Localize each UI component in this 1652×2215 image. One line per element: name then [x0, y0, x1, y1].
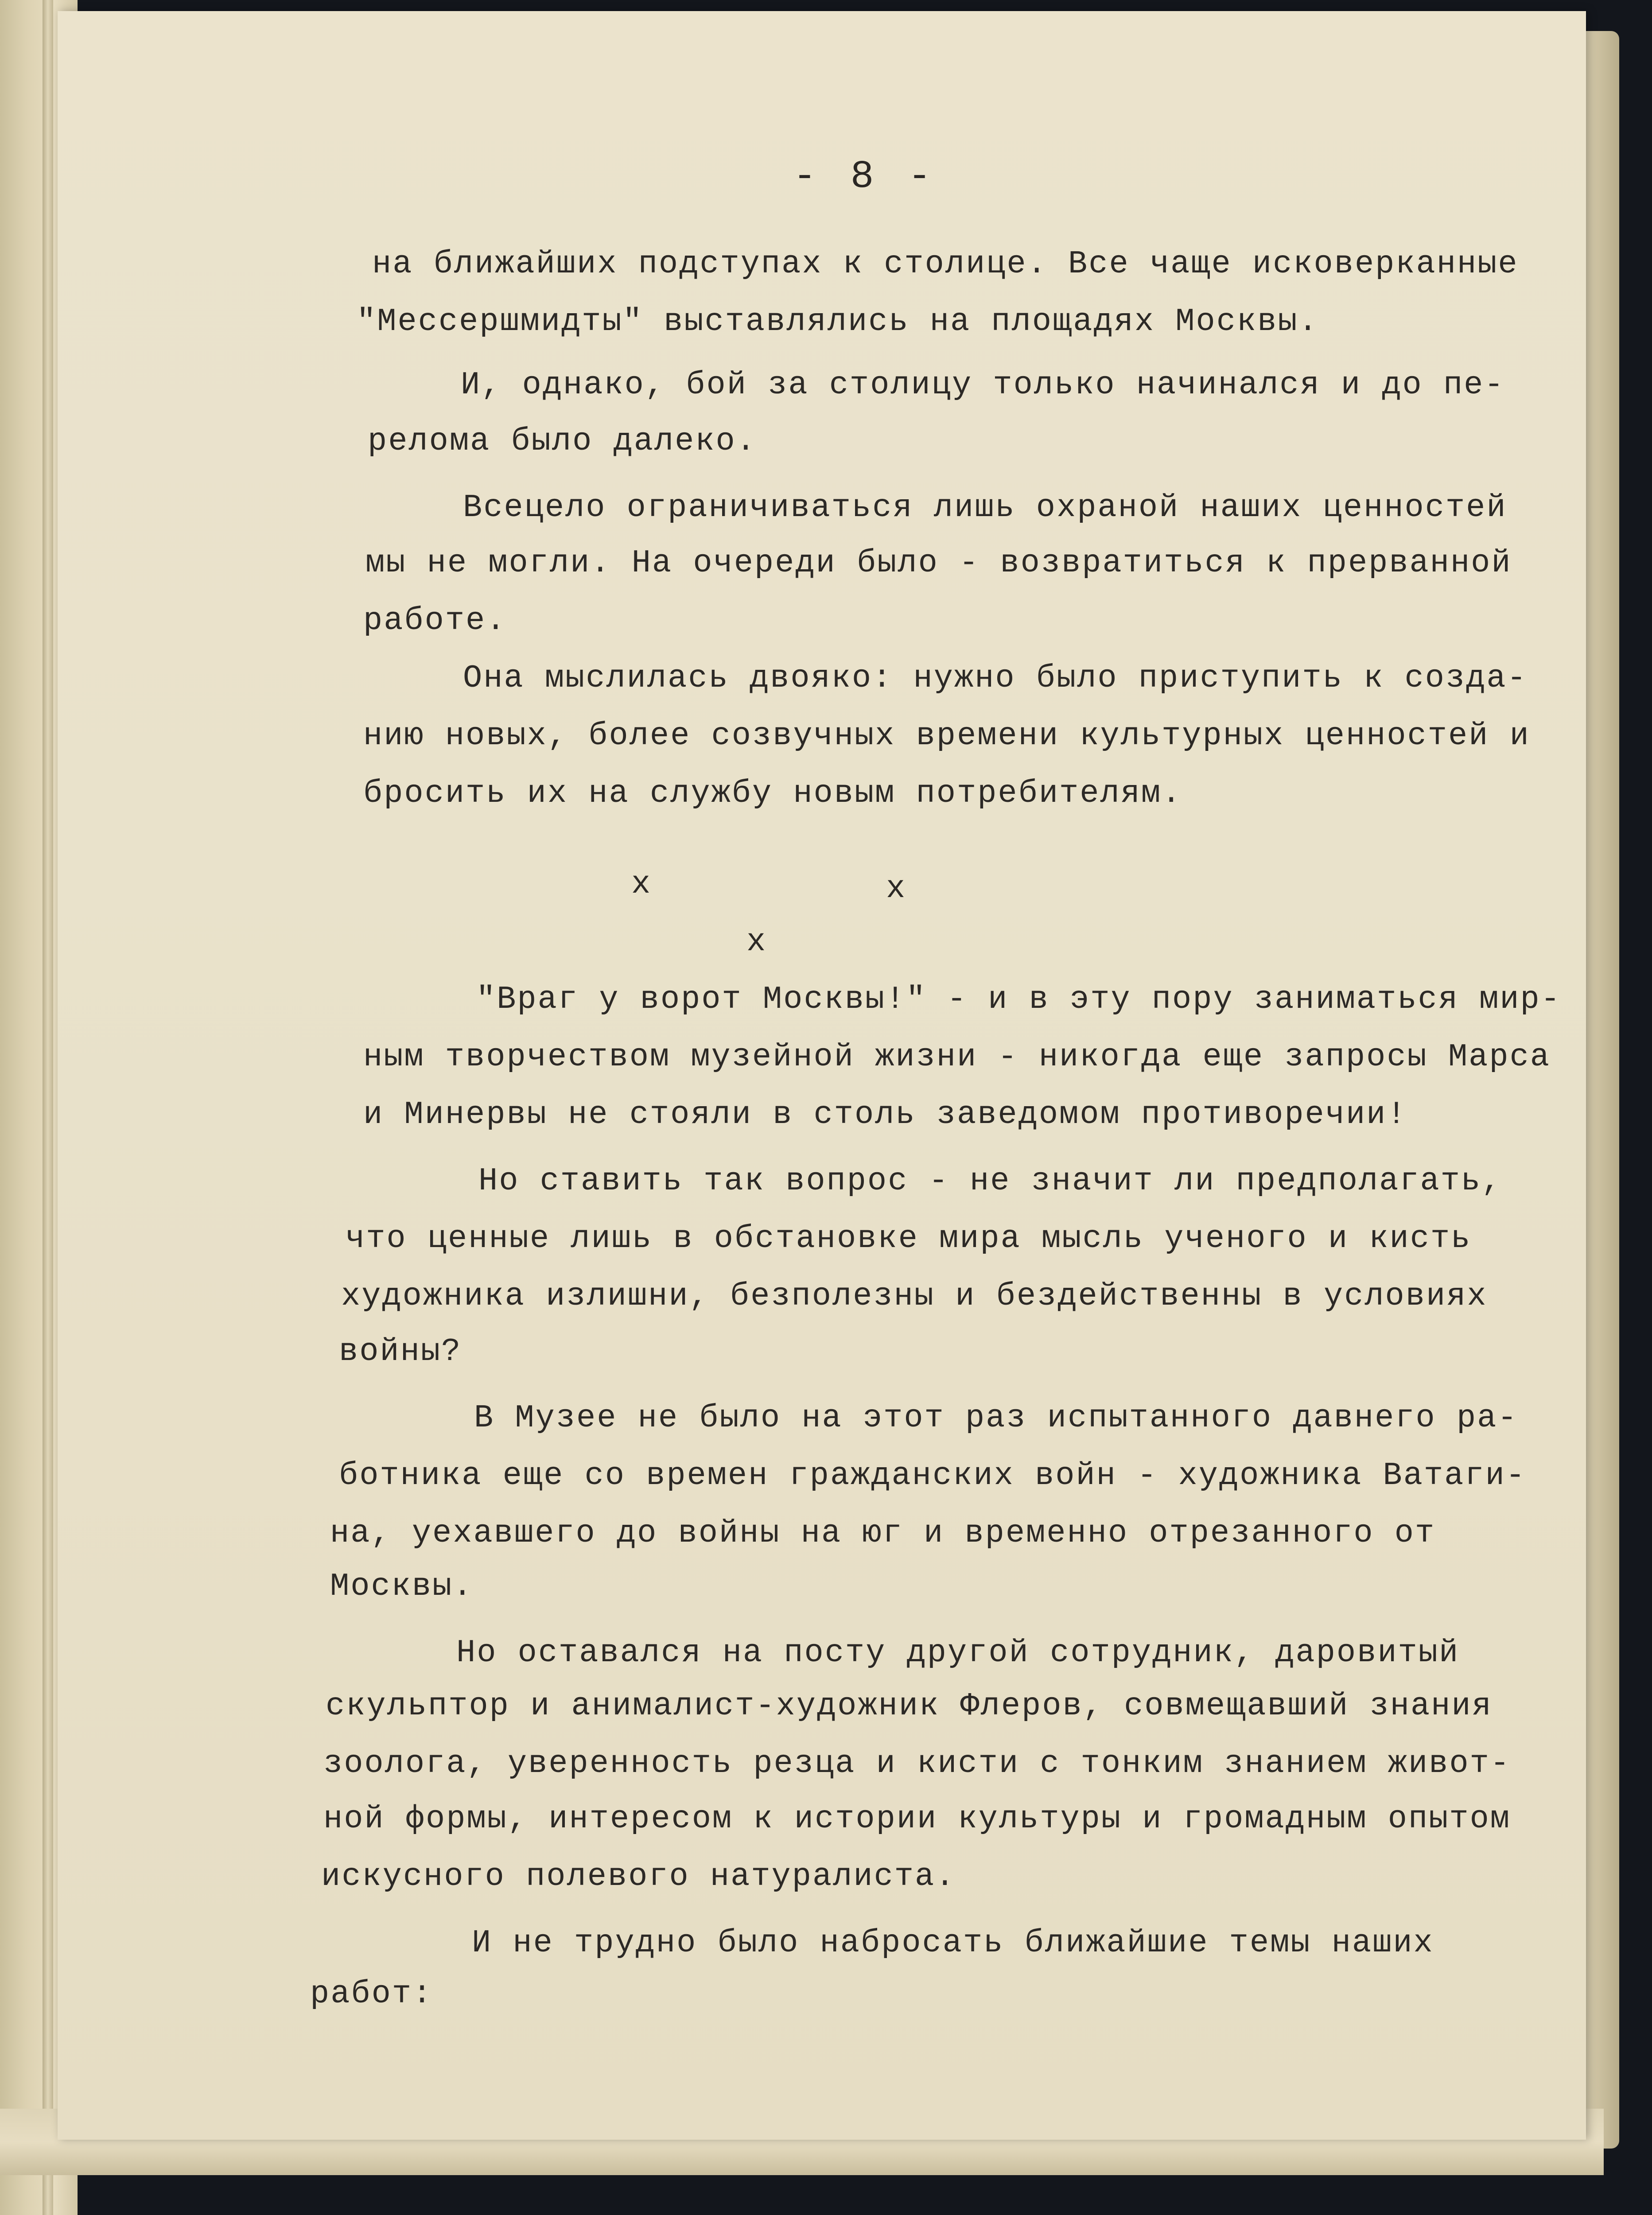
- text-line: ным творчеством музейной жизни - никогда еще запросы Марса: [363, 1039, 1551, 1075]
- text-line: "Мессершмидты" выставлялись на площадях Москвы.: [357, 303, 1319, 340]
- text-line: Она мыслилась двояко: нужно было приступить к созда-: [463, 660, 1528, 696]
- section-separator-mark: х: [886, 870, 907, 907]
- text-line: Всецело ограничиваться лишь охраной наших ценностей: [463, 490, 1507, 526]
- text-line: работе.: [363, 602, 507, 639]
- text-line: "Враг у ворот Москвы!" - и в эту пору заниматься мир-: [476, 981, 1561, 1018]
- text-line: бросить их на службу новым потребителям.: [363, 775, 1182, 812]
- text-line: мы не могли. На очереди было - возвратиться к прерванной: [365, 545, 1512, 581]
- text-line: скульптор и анималист-художник Флеров, совмещавший знания: [326, 1688, 1493, 1724]
- text-line: нию новых, более созвучных времени культурных ценностей и: [363, 718, 1530, 754]
- text-line: зоолога, уверенность резца и кисти с тонким знанием живот-: [323, 1745, 1511, 1782]
- text-line: релома было далеко.: [368, 423, 757, 459]
- text-line: Но ставить так вопрос - не значит ли предполагать,: [478, 1163, 1502, 1199]
- section-separator-mark: х: [746, 924, 767, 960]
- typewritten-page: [58, 11, 1586, 2140]
- text-line: И не трудно было набросать ближайшие темы наших: [472, 1925, 1434, 1961]
- page-number: - 8 -: [793, 155, 937, 199]
- text-line: В Музее не было на этот раз испытанного давнего ра-: [474, 1400, 1518, 1436]
- binding-fold: [43, 0, 53, 2215]
- text-line: и Минервы не стояли в столь заведомом противоречии!: [363, 1096, 1407, 1133]
- text-line: что ценные лишь в обстановке мира мысль ученого и кисть: [346, 1220, 1472, 1257]
- text-line: войны?: [339, 1333, 462, 1370]
- text-line: на, уехавшего до войны на юг и временно отрезанного от: [330, 1515, 1436, 1551]
- text-line: художника излишни, безполезны и бездейственны в условиях: [341, 1278, 1488, 1314]
- text-line: ботника еще со времен гражданских войн - художника Ватаги-: [339, 1457, 1527, 1494]
- text-line: ной формы, интересом к истории культуры и громадным опытом: [323, 1801, 1511, 1837]
- text-line: И, однако, бой за столицу только начинался и до пе-: [461, 367, 1505, 403]
- text-line: искусного полевого натуралиста.: [321, 1858, 956, 1895]
- section-separator-mark: х: [631, 866, 652, 902]
- text-line: Но оставался на посту другой сотрудник, даровитый: [456, 1635, 1460, 1671]
- text-line: на ближайших подступах к столице. Все чаще исковерканные: [372, 246, 1519, 282]
- text-line: Москвы.: [330, 1568, 474, 1605]
- text-line: работ:: [310, 1976, 433, 2012]
